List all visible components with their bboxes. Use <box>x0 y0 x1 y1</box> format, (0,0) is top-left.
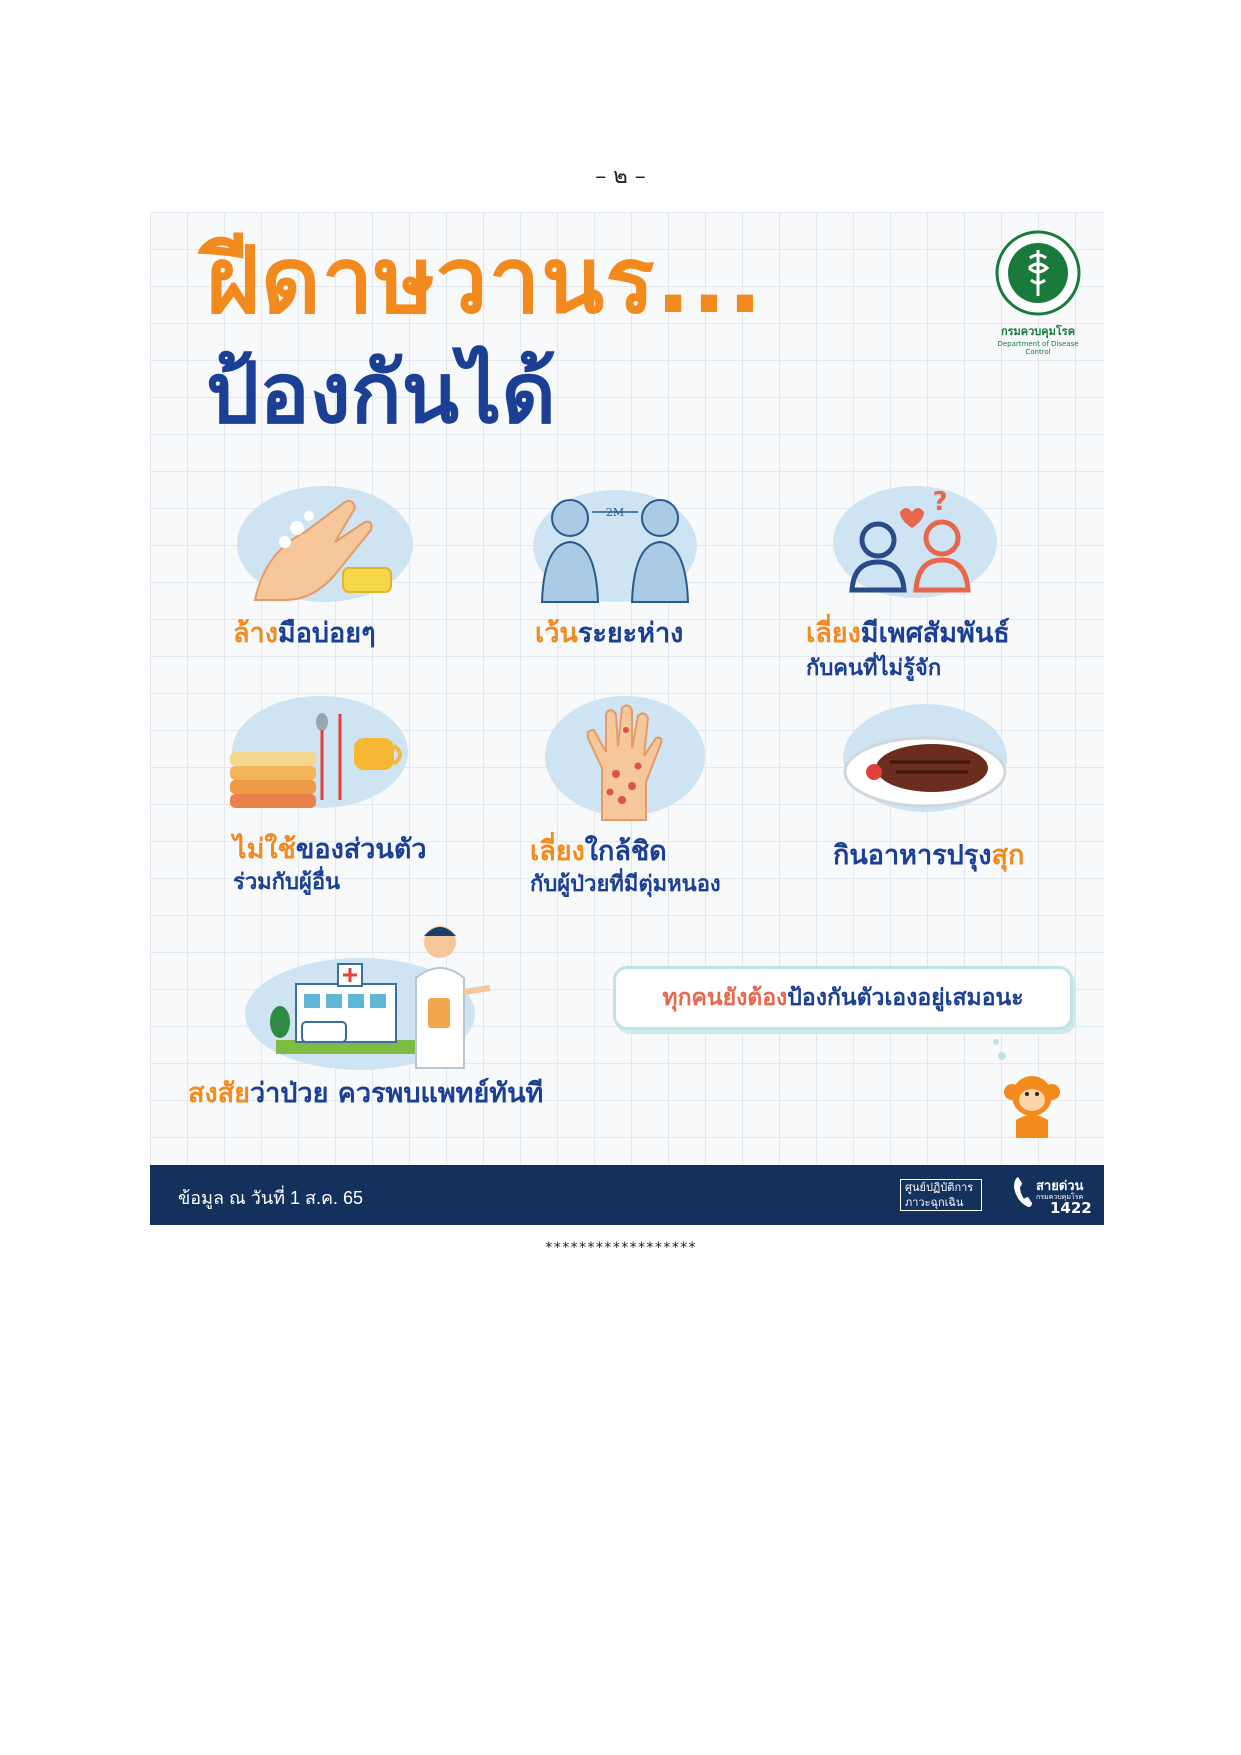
tip-no-sharing-sub: ร่วมกับผู้อื่น <box>233 870 341 895</box>
separator-stars: ****************** <box>544 1240 697 1256</box>
tip-see-doctor-label: สงสัยว่าป่วย ควรพบแพทย์ทันที <box>188 1078 544 1109</box>
callout-reminder: ทุกคนยังต้อง ป้องกันตัวเองอยู่เสมอนะ <box>613 966 1073 1030</box>
tip-wash-hands <box>225 482 415 612</box>
tip-no-sharing <box>220 692 410 822</box>
hand-washing-icon <box>225 482 415 612</box>
emergency-ops-logo: ศูนย์ปฏิบัติการ ภาวะฉุกเฉิน <box>900 1179 982 1211</box>
tip-cooked-food <box>840 702 1010 822</box>
tip-cooked-food-label: กินอาหารปรุงสุก <box>833 840 1025 871</box>
tip-no-sharing-label: ไม่ใช้ของส่วนตัว <box>233 834 427 865</box>
couple-icon <box>830 480 1000 610</box>
poster-title: ฝีดาษวานร... <box>206 227 764 334</box>
poster-subtitle: ป้องกันได้ <box>206 344 556 442</box>
hotline <box>1012 1175 1092 1217</box>
logo-subtitle: Department of Disease Control <box>997 340 1079 356</box>
ministry-seal-icon <box>995 230 1081 316</box>
ministry-logo <box>988 230 1088 356</box>
logo-name: กรมควบคุมโรค <box>1000 325 1076 338</box>
phone-icon <box>1012 1175 1034 1209</box>
hotline-label: สายด่วน <box>1036 1179 1084 1194</box>
tip-avoid-strangers <box>830 480 1000 610</box>
tip-avoid-strangers-label: เลี่ยงมีเพศสัมพันธ์ <box>806 618 1010 649</box>
poster-footer <box>150 1165 1104 1225</box>
tip-avoid-strangers-sub: กับคนที่ไม่รู้จัก <box>806 656 942 681</box>
tip-wash-hands-label: ล้างมือบ่อยๆ <box>233 618 376 649</box>
data-date: ข้อมูล ณ วันที่ 1 ส.ค. 65 <box>178 1188 364 1208</box>
page-number: – ๒ – <box>595 164 646 189</box>
rash-hand-icon <box>540 690 710 825</box>
tip-avoid-contact-label: เลี่ยงใกล้ชิด <box>530 836 667 867</box>
tip-avoid-contact-sub: กับผู้ป่วยที่มีตุ่มหนอง <box>530 872 721 897</box>
social-distance-icon <box>530 482 700 612</box>
tip-see-doctor <box>240 918 530 1078</box>
monkey-mascot-icon <box>986 1038 1070 1142</box>
towels-utensils-icon <box>220 692 410 822</box>
tip-avoid-contact <box>540 690 710 825</box>
distance-label: 2M <box>605 506 625 519</box>
hospital-doctor-icon <box>240 918 530 1078</box>
hotline-sub: กรมควบคุมโรค <box>1036 1193 1084 1201</box>
infographic-poster <box>150 212 1104 1225</box>
svg-text:?: ? <box>932 487 948 517</box>
hotline-number: 1422 <box>1050 1199 1092 1217</box>
tip-distance <box>530 482 700 612</box>
tip-distance-label: เว้นระยะห่าง <box>535 618 684 649</box>
steak-plate-icon <box>840 702 1010 822</box>
